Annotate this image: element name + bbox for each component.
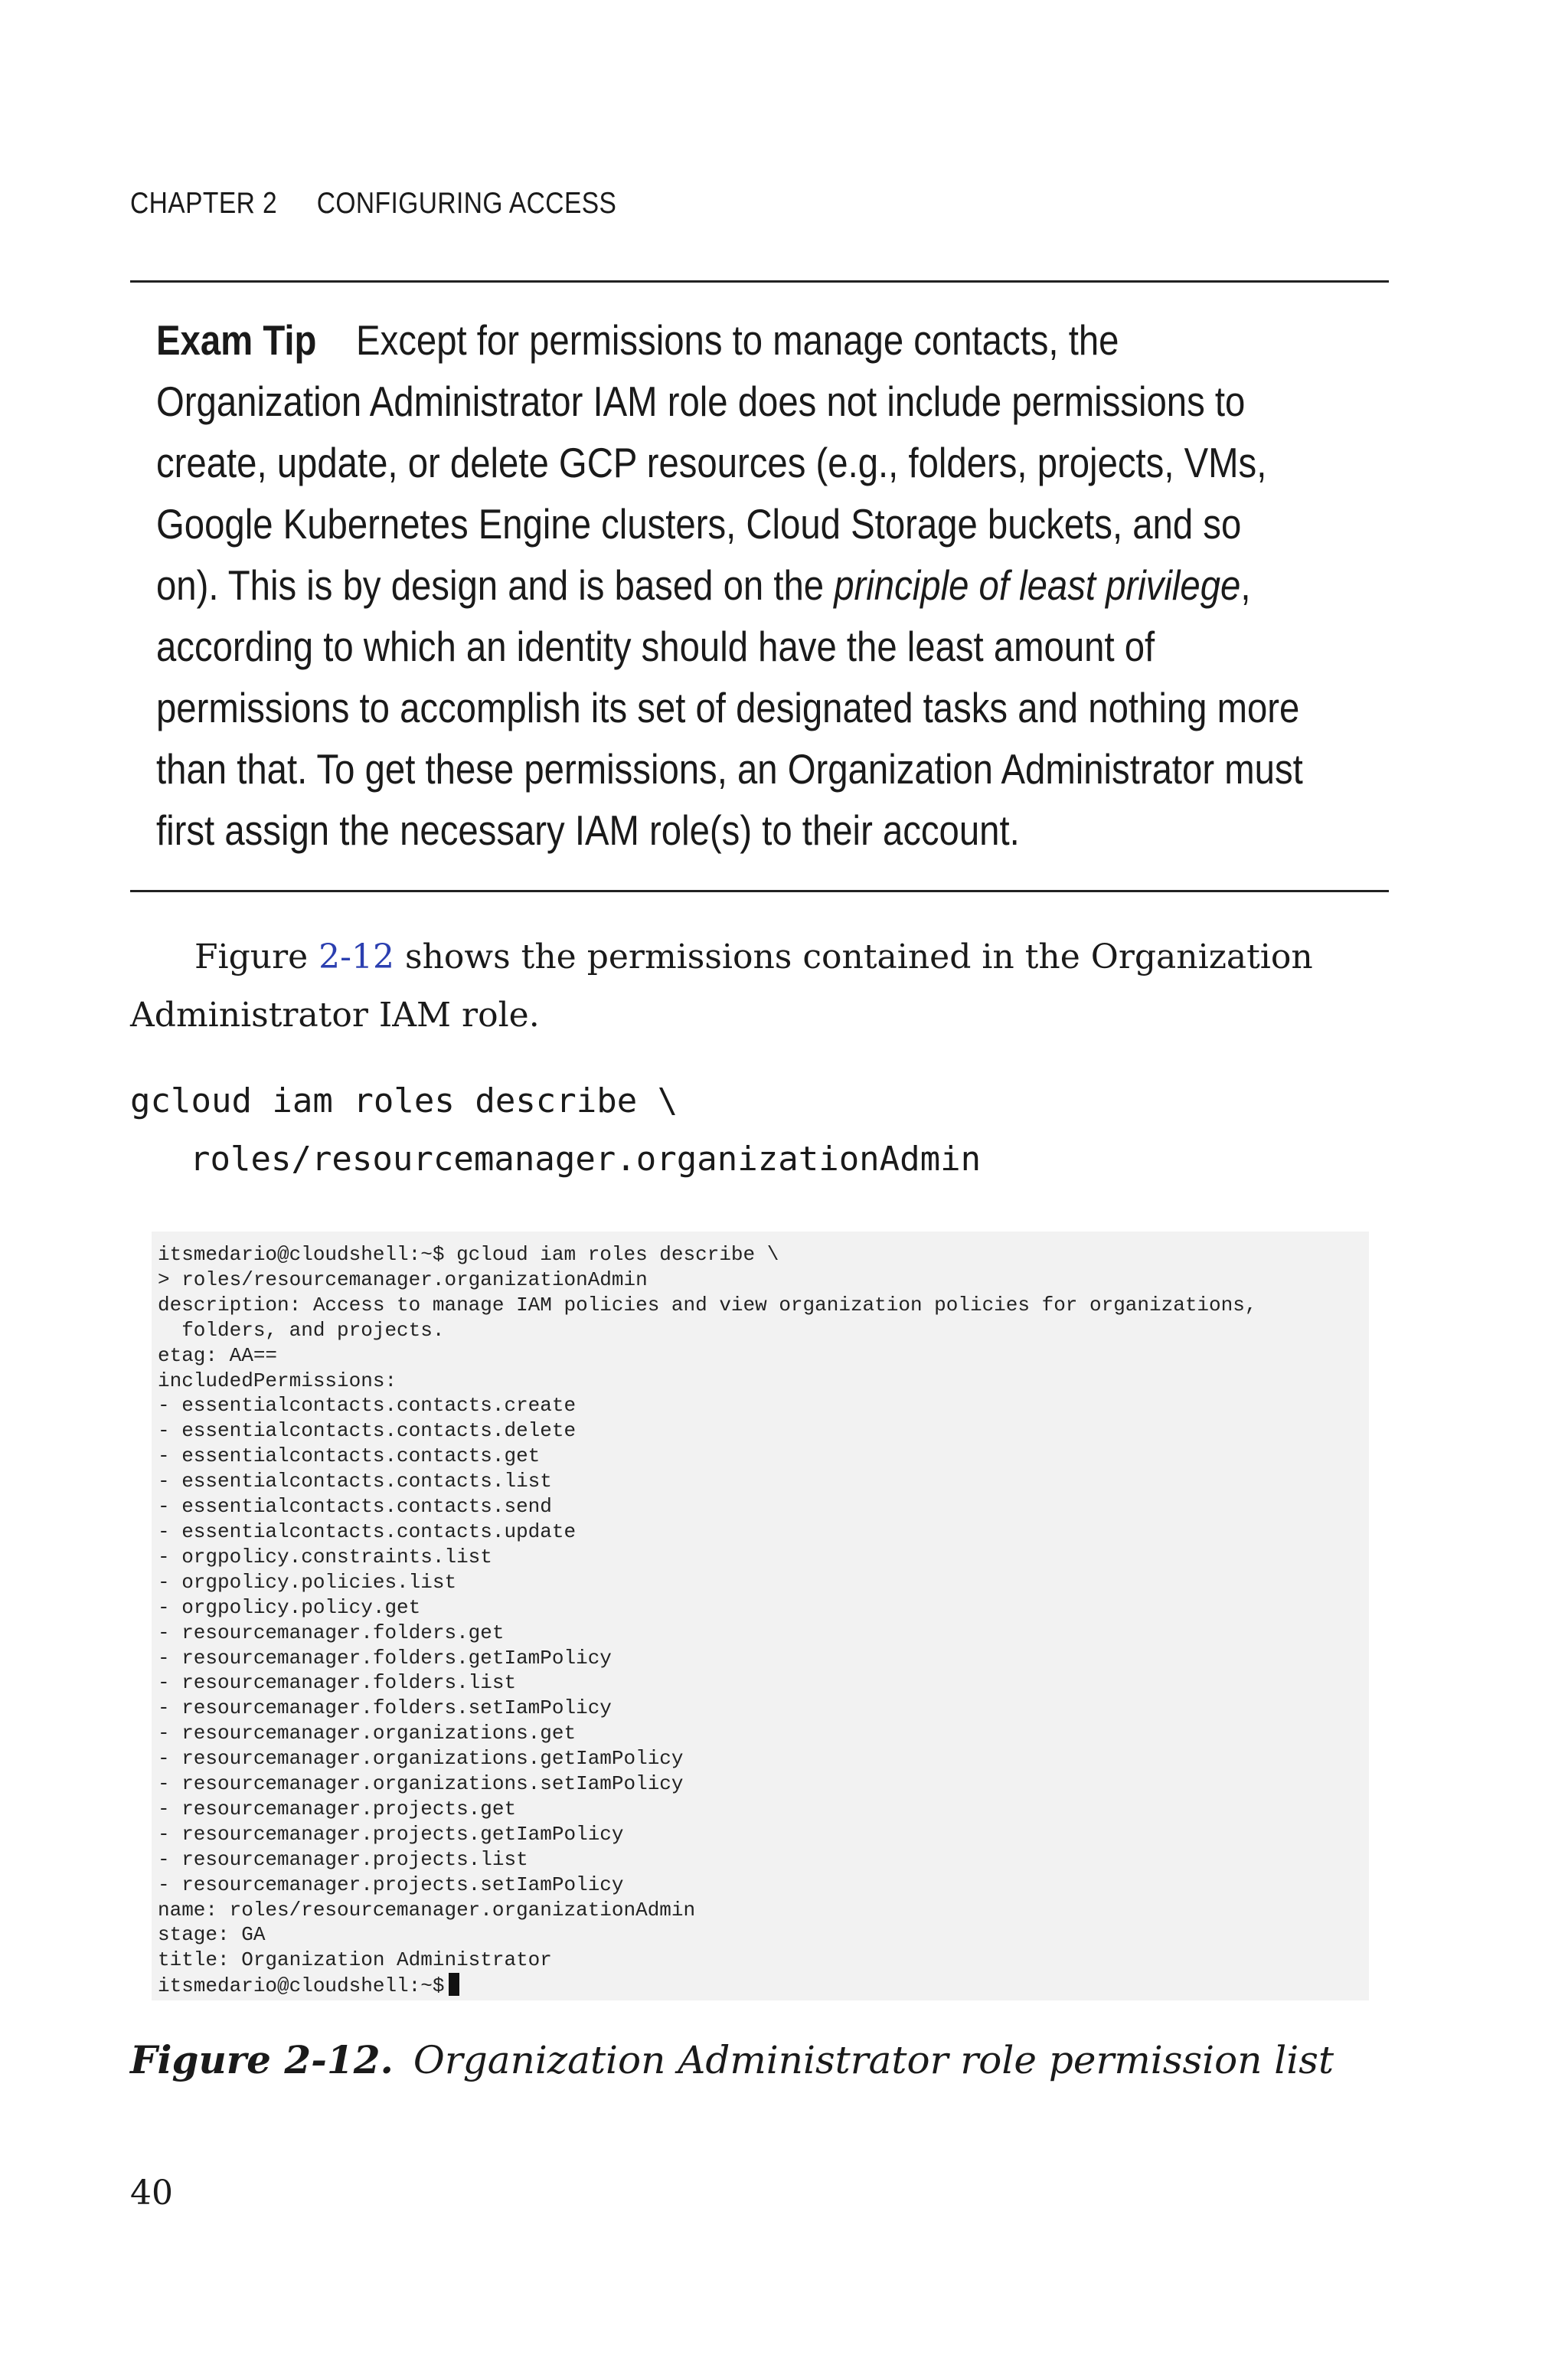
terminal-output [152, 1232, 1369, 1999]
exam-tip-text: on). This is by design and is based on the [156, 561, 835, 609]
terminal-line: - orgpolicy.constraints.list [158, 1545, 492, 1568]
figure-caption [130, 2037, 1334, 2082]
terminal-line: etag: AA== [158, 1343, 278, 1367]
terminal-line: - essentialcontacts.contacts.list [158, 1470, 552, 1493]
code-line: gcloud iam roles describe \ [130, 1081, 678, 1120]
terminal-line: stage: GA [158, 1923, 266, 1947]
terminal-cursor [449, 1973, 459, 1996]
terminal-line: name: roles/resourcemanager.organizationAdmin [158, 1898, 696, 1922]
emphasis-term: principle of least privilege [834, 561, 1241, 609]
chapter-title: CONFIGURING ACCESS [316, 187, 617, 220]
exam-tip-text: create, update, or delete GCP resources (e.g., folders, projects, VMs, [156, 439, 1267, 486]
figure-caption-text: Organization Administrator role permission list [413, 2038, 1334, 2082]
terminal-line: - orgpolicy.policies.list [158, 1570, 457, 1594]
terminal-line: - resourcemanager.folders.list [158, 1671, 517, 1695]
terminal-line: - resourcemanager.projects.get [158, 1797, 517, 1820]
exam-tip-text: permissions to accomplish its set of designated tasks and nothing more [156, 684, 1300, 731]
terminal-line: - resourcemanager.folders.setIamPolicy [158, 1696, 612, 1720]
paragraph-line [130, 928, 1432, 986]
terminal-line: - resourcemanager.organizations.setIamPolicy [158, 1772, 684, 1796]
exam-tip-text: than that. To get these permissions, an Organization Administrator must [156, 745, 1303, 793]
terminal-line: - resourcemanager.organizations.get [158, 1722, 577, 1745]
paragraph-text: Figure [194, 937, 319, 976]
terminal-prompt: itsmedario@cloudshell:~$ [158, 1974, 445, 1998]
exam-tip-bottom-rule [130, 890, 1389, 892]
paragraph-text: shows the permissions contained in the Organization [394, 937, 1313, 976]
exam-tip-text: Organization Administrator IAM role does not include permissions to [156, 378, 1246, 425]
terminal-line: - essentialcontacts.contacts.get [158, 1444, 541, 1468]
terminal-line: - resourcemanager.projects.getIamPolicy [158, 1822, 624, 1846]
exam-tip-box [156, 309, 1361, 861]
exam-tip-label: Exam Tip [156, 316, 317, 364]
terminal-line: includedPermissions: [158, 1369, 397, 1392]
exam-tip-text: according to which an identity should have the least amount of [156, 623, 1155, 670]
exam-tip-line [156, 309, 1361, 371]
terminal-line: - resourcemanager.folders.getIamPolicy [158, 1646, 612, 1670]
exam-tip-text: Except for permissions to manage contacts, the [356, 316, 1119, 364]
code-line: roles/resourcemanager.organizationAdmin [190, 1140, 982, 1179]
terminal-line: - resourcemanager.projects.list [158, 1847, 528, 1871]
body-paragraph [130, 928, 1432, 1045]
terminal-line: - essentialcontacts.contacts.delete [158, 1419, 577, 1443]
terminal-screenshot [152, 1232, 1369, 2000]
terminal-line: - orgpolicy.policy.get [158, 1595, 421, 1619]
terminal-line: - essentialcontacts.contacts.create [158, 1394, 577, 1418]
exam-tip-line [156, 554, 1361, 616]
exam-tip-top-rule [130, 280, 1389, 283]
paragraph-text: Administrator IAM role. [130, 996, 540, 1035]
terminal-line: folders, and projects. [158, 1318, 445, 1342]
terminal-line: - resourcemanager.organizations.getIamPolicy [158, 1747, 684, 1771]
exam-tip-text: first assign the necessary IAM role(s) to their account. [156, 806, 1020, 854]
exam-tip-text: Google Kubernetes Engine clusters, Cloud Storage buckets, and so [156, 500, 1242, 548]
chapter-number: CHAPTER 2 [130, 187, 278, 220]
terminal-line: - essentialcontacts.contacts.send [158, 1495, 552, 1519]
figure-reference-link[interactable]: 2-12 [318, 937, 395, 976]
terminal-line: title: Organization Administrator [158, 1948, 552, 1972]
terminal-line: - essentialcontacts.contacts.update [158, 1519, 577, 1543]
figure-number: Figure 2-12. [130, 2037, 394, 2082]
running-header [130, 187, 616, 221]
terminal-line: description: Access to manage IAM policies and view organization policies for organizations, [158, 1293, 1257, 1317]
terminal-line: - resourcemanager.folders.get [158, 1621, 505, 1644]
exam-tip-text: , [1240, 561, 1251, 609]
page-number: 40 [130, 2174, 173, 2213]
terminal-line: - resourcemanager.projects.setIamPolicy [158, 1873, 624, 1896]
terminal-prompt-line [158, 1973, 1369, 1999]
terminal-line: > roles/resourcemanager.organizationAdmin [158, 1268, 648, 1291]
code-block [130, 1072, 981, 1189]
terminal-line: itsmedario@cloudshell:~$ gcloud iam roles describe \ [158, 1243, 779, 1266]
